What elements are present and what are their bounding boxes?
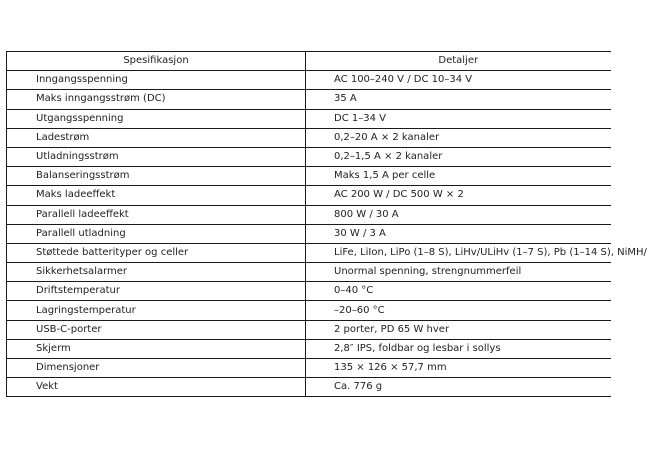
spec-value: Ca. 776 g: [306, 378, 611, 397]
table-header-row: [7, 52, 611, 71]
spec-label: Driftstemperatur: [7, 282, 306, 301]
table-row: [7, 359, 611, 378]
spec-value: 2,8″ IPS, foldbar og lesbar i sollys: [306, 339, 611, 358]
spec-label: Parallell ladeeffekt: [7, 205, 306, 224]
spec-value: DC 1–34 V: [306, 109, 611, 128]
table-row: [7, 109, 611, 128]
spec-label: Utgangsspenning: [7, 109, 306, 128]
spec-value: 35 A: [306, 90, 611, 109]
spec-table: [6, 51, 647, 397]
table-row: [7, 167, 611, 186]
spec-label: Ladestrøm: [7, 128, 306, 147]
spec-value: 800 W / 30 A: [306, 205, 611, 224]
spec-label: Lagringstemperatur: [7, 301, 306, 320]
spec-label: Maks ladeeffekt: [7, 186, 306, 205]
table-row: [7, 378, 611, 397]
table-row: [7, 282, 611, 301]
spec-label: Vekt: [7, 378, 306, 397]
spec-value: –20–60 °C: [306, 301, 611, 320]
spec-label: Skjerm: [7, 339, 306, 358]
table-row: [7, 71, 611, 90]
table-row: [7, 128, 611, 147]
table-row: [7, 147, 611, 166]
table-row: [7, 90, 611, 109]
spec-value: 0,2–20 A × 2 kanaler: [306, 128, 611, 147]
spec-label: USB-C-porter: [7, 320, 306, 339]
spec-label: Sikkerhetsalarmer: [7, 263, 306, 282]
spec-label: Støttede batterityper og celler: [7, 243, 306, 262]
spec-value: 30 W / 3 A: [306, 224, 611, 243]
table-row: [7, 301, 611, 320]
spec-value: AC 100–240 V / DC 10–34 V: [306, 71, 611, 90]
spec-label: Utladningsstrøm: [7, 147, 306, 166]
spec-value: Maks 1,5 A per celle: [306, 167, 611, 186]
spec-label: Parallell utladning: [7, 224, 306, 243]
header-specification: Spesifikasjon: [7, 52, 306, 71]
spec-label: Inngangsspenning: [7, 71, 306, 90]
spec-value: 2 porter, PD 65 W hver: [306, 320, 611, 339]
spec-label: Balanseringsstrøm: [7, 167, 306, 186]
spec-value: AC 200 W / DC 500 W × 2: [306, 186, 611, 205]
spec-value: 0–40 °C: [306, 282, 611, 301]
table-row: [7, 243, 611, 262]
table-row: [7, 224, 611, 243]
table-row: [7, 186, 611, 205]
spec-value: LiFe, LiIon, LiPo (1–8 S), LiHv/ULiHv (1–7 S), Pb (1–14 S), NiMH/: [306, 243, 611, 262]
table-row: [7, 205, 611, 224]
spec-value: 135 × 126 × 57,7 mm: [306, 359, 611, 378]
table-body: [7, 71, 647, 397]
spec-value: 0,2–1,5 A × 2 kanaler: [306, 147, 611, 166]
header-details: Detaljer: [306, 52, 611, 71]
spec-label: Maks inngangsstrøm (DC): [7, 90, 306, 109]
spec-label: Dimensjoner: [7, 359, 306, 378]
table-row: [7, 263, 611, 282]
spec-value: Unormal spenning, strengnummerfeil: [306, 263, 611, 282]
table-row: [7, 320, 611, 339]
table-row: [7, 339, 611, 358]
